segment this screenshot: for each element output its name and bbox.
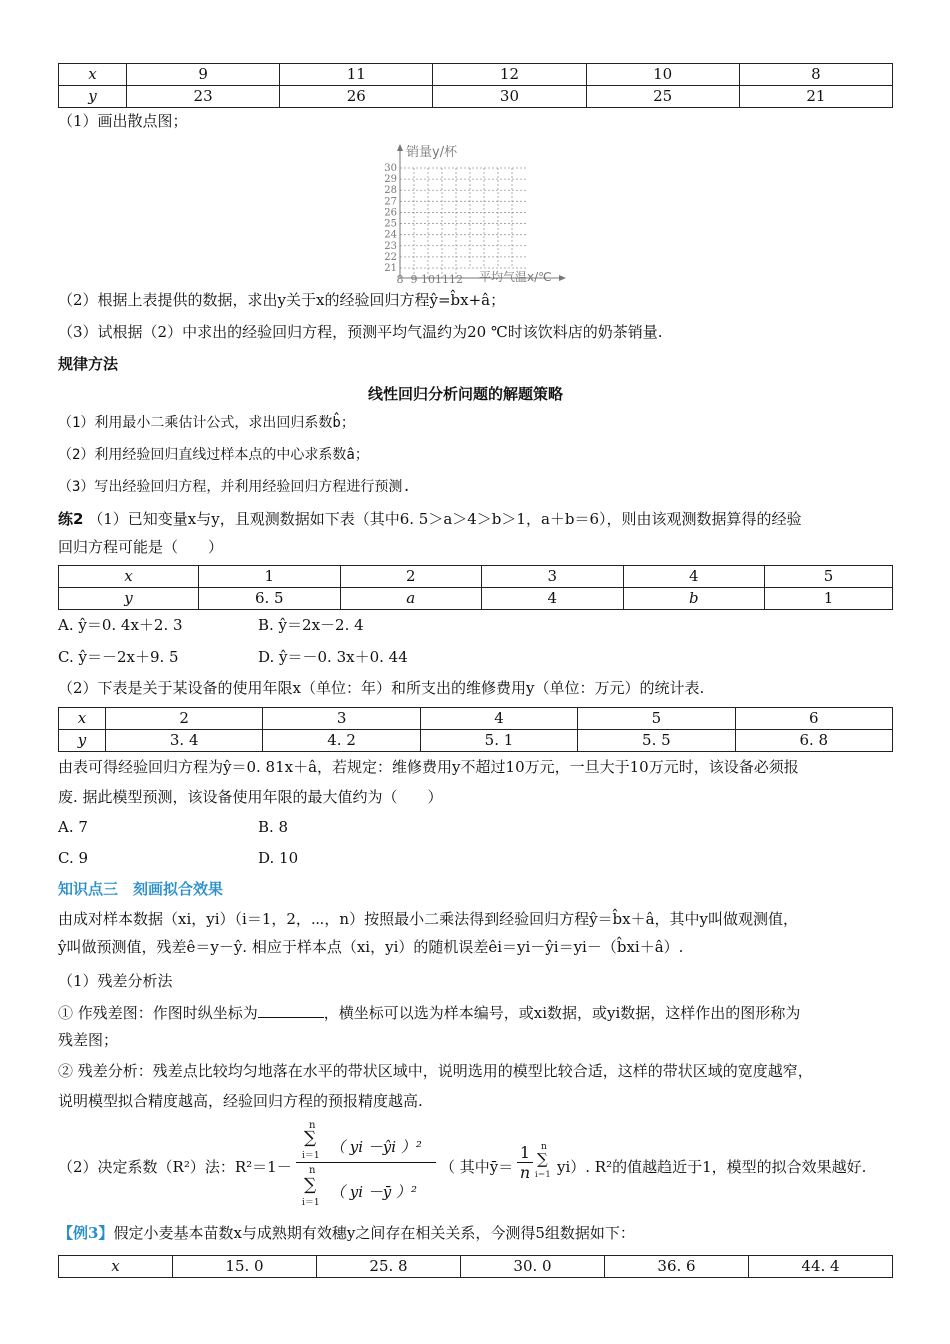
section-title: 知识点三 刻画拟合效果 bbox=[58, 880, 224, 898]
table-cell: 5. 1 bbox=[420, 730, 577, 752]
fill-blank bbox=[258, 1001, 324, 1018]
x-tick-label: 9 bbox=[410, 273, 418, 285]
option-c: C. ŷ＝－2x＋9. 5 bbox=[58, 648, 179, 666]
table-cell: 8 bbox=[739, 64, 892, 86]
y-tick-label: 30 bbox=[384, 163, 397, 174]
mean-sum bbox=[535, 1142, 557, 1192]
options2-row-2 bbox=[58, 847, 298, 869]
r2-suffix: yi）. R²的值越趋近于1，模型的拟合效果越好. bbox=[557, 1158, 867, 1176]
table-row bbox=[59, 86, 893, 108]
table-cell: 25 bbox=[586, 86, 739, 108]
exercise-2-line-2: 回归方程可能是（ ） bbox=[58, 538, 224, 556]
question-2: （2）根据上表提供的数据，求出y关于x的经验回归方程ŷ=b̂x+â； bbox=[58, 291, 506, 309]
r2-prefix: （2）决定系数（R²）法：R²＝1－ bbox=[58, 1158, 292, 1176]
table-cell: b bbox=[623, 588, 765, 610]
table-cell: a bbox=[340, 588, 482, 610]
table-cell: 11 bbox=[280, 64, 433, 86]
question-1: （1）画出散点图； bbox=[58, 112, 188, 130]
table-cell: 1 bbox=[199, 566, 341, 588]
mean-frac-den: n bbox=[519, 1163, 531, 1182]
table-cell: 15. 0 bbox=[173, 1256, 317, 1278]
table-3 bbox=[58, 707, 893, 752]
table-cell: 5 bbox=[578, 708, 735, 730]
options-row-2 bbox=[58, 646, 408, 668]
exercise-2-text: （1）已知变量x与y，且观测数据如下表（其中6. 5＞a＞4＞b＞1，a＋b＝6），则由该观测数据算得的经验 bbox=[88, 510, 802, 528]
example-3-label: 【例3】 bbox=[58, 1224, 114, 1242]
sum-icon: ∑ bbox=[537, 1150, 548, 1168]
exercise-2-label: 练2 bbox=[58, 510, 84, 528]
table-row bbox=[59, 1256, 893, 1278]
y-tick-label: 22 bbox=[384, 251, 397, 263]
x-tick-label: 12 bbox=[449, 273, 463, 285]
sum-top: n bbox=[309, 1165, 316, 1176]
method-heading: 规律方法 bbox=[58, 355, 119, 373]
table-cell: 3 bbox=[482, 566, 624, 588]
table-cell: 44. 4 bbox=[749, 1256, 893, 1278]
residual-text-a: ① 作残差图：作图时纵坐标为 bbox=[58, 1004, 258, 1022]
sum-icon: ∑ bbox=[304, 1175, 317, 1195]
r2-num-text: （ yi －ŷi ）² bbox=[330, 1138, 422, 1156]
r2-denominator bbox=[296, 1163, 436, 1209]
x-axis-arrow-icon bbox=[559, 275, 566, 281]
option2-a: A. 7 bbox=[58, 818, 88, 836]
option-b: B. ŷ＝2x－2. 4 bbox=[258, 616, 364, 634]
table-cell: 30. 0 bbox=[461, 1256, 605, 1278]
table-row bbox=[59, 588, 893, 610]
option2-c: C. 9 bbox=[58, 849, 89, 867]
option2-b: B. 8 bbox=[258, 818, 289, 836]
table-4 bbox=[58, 1255, 893, 1278]
table-cell: 2 bbox=[106, 708, 263, 730]
table-cell: 21 bbox=[739, 86, 892, 108]
y-tick-label: 29 bbox=[384, 174, 397, 186]
x-tick-label: 10 bbox=[421, 273, 435, 285]
table-cell: 2 bbox=[340, 566, 482, 588]
sum-top: n bbox=[541, 1142, 547, 1152]
table-cell: x bbox=[59, 566, 199, 588]
sum-bottom: i＝1 bbox=[302, 1151, 320, 1161]
exercise-2-part-2-line-2: 废. 据此模型预测，该设备使用年限的最大值约为（ ） bbox=[58, 788, 443, 806]
residual-line-1 bbox=[58, 1001, 800, 1024]
option2-d: D. 10 bbox=[258, 849, 299, 867]
scatter-chart bbox=[376, 140, 576, 285]
options-row-1 bbox=[58, 614, 364, 636]
table-1 bbox=[58, 63, 893, 108]
r2-formula bbox=[58, 1120, 893, 1215]
mean-frac-num: 1 bbox=[517, 1144, 533, 1163]
table-cell: 25. 8 bbox=[317, 1256, 461, 1278]
table-cell: 26 bbox=[280, 86, 433, 108]
sum-bottom: i＝1 bbox=[535, 1170, 551, 1179]
residual-title: （1）残差分析法 bbox=[58, 972, 173, 990]
table-cell: 23 bbox=[127, 86, 280, 108]
y-tick-label: 25 bbox=[384, 218, 397, 230]
chart-y-ticks bbox=[384, 163, 397, 274]
table-cell: 1 bbox=[765, 588, 893, 610]
strategy-item: （2）利用经验回归直线过样本点的中心求系数â； bbox=[58, 447, 369, 463]
table-cell: 4 bbox=[623, 566, 765, 588]
table-cell: 4 bbox=[420, 708, 577, 730]
table-cell: 4. 2 bbox=[263, 730, 420, 752]
table-cell: 6. 5 bbox=[199, 588, 341, 610]
r2-mid: （ 其中ȳ＝ bbox=[440, 1158, 514, 1176]
table-cell: 9 bbox=[127, 64, 280, 86]
y-tick-label: 27 bbox=[384, 196, 397, 208]
table-cell: 36. 6 bbox=[605, 1256, 749, 1278]
r2-fraction bbox=[296, 1120, 436, 1209]
table-cell: 6. 8 bbox=[735, 730, 892, 752]
table-cell: 30 bbox=[433, 86, 586, 108]
table-cell: x bbox=[59, 1256, 173, 1278]
sum-top: n bbox=[309, 1120, 316, 1131]
x-tick-label: 11 bbox=[435, 273, 449, 285]
r2-numerator bbox=[296, 1120, 436, 1162]
y-tick-label: 24 bbox=[384, 229, 397, 241]
residual-line-1c: 残差图； bbox=[58, 1031, 119, 1049]
table-cell: 5 bbox=[765, 566, 893, 588]
table-cell: x bbox=[59, 64, 127, 86]
chart-ylabel: 销量y/杯 bbox=[406, 145, 458, 160]
question-3: （3）试根据（2）中求出的经验回归方程，预测平均气温约为20 ℃时该饮料店的奶茶销量. bbox=[58, 323, 663, 341]
table-row bbox=[59, 730, 893, 752]
example-3 bbox=[58, 1222, 635, 1244]
sum-icon: ∑ bbox=[304, 1128, 317, 1148]
exercise-2-part-2: （2）下表是关于某设备的使用年限x（单位：年）和所支出的维修费用y（单位：万元）的统计表. bbox=[58, 679, 705, 697]
table-cell: 10 bbox=[586, 64, 739, 86]
table-cell: y bbox=[59, 86, 127, 108]
r2-den-text: （ yi －ȳ ）² bbox=[330, 1183, 418, 1201]
strategy-item: （1）利用最小二乘估计公式，求出回归系数b̂； bbox=[58, 415, 355, 431]
y-tick-label: 23 bbox=[384, 240, 397, 252]
exercise-2-line-1 bbox=[58, 508, 802, 530]
y-tick-label: 21 bbox=[384, 263, 397, 274]
example-3-text: 假定小麦基本苗数x与成熟期有效穗y之间存在相关关系，今测得5组数据如下： bbox=[113, 1224, 635, 1242]
residual-line-2b: 说明模型拟合精度越高，经验回归方程的预报精度越高. bbox=[58, 1092, 423, 1110]
table-cell: y bbox=[59, 588, 199, 610]
sum-bottom: i＝1 bbox=[302, 1198, 320, 1208]
table-cell: y bbox=[59, 730, 106, 752]
table-row bbox=[59, 566, 893, 588]
table-row bbox=[59, 708, 893, 730]
y-axis-arrow-icon bbox=[397, 144, 403, 151]
chart-x-ticks bbox=[397, 273, 464, 285]
option-d: D. ŷ＝－0. 3x＋0. 44 bbox=[258, 648, 408, 666]
mean-fraction bbox=[517, 1144, 533, 1183]
table-row bbox=[59, 64, 893, 86]
strategy-title: 线性回归分析问题的解题策略 bbox=[368, 385, 564, 403]
chart-xlabel: 平均气温x/℃ bbox=[479, 270, 552, 284]
table-cell: 3. 4 bbox=[106, 730, 263, 752]
option-a: A. ŷ＝0. 4x＋2. 3 bbox=[58, 616, 183, 634]
exercise-2-part-2-line-1: 由表可得经验回归方程为ŷ＝0. 81x＋â，若规定：维修费用y不超过10万元，一旦大于10万元时，该设备必须报 bbox=[58, 758, 799, 776]
y-tick-label: 28 bbox=[384, 185, 397, 197]
residual-line-2a: ② 残差分析：残差点比较均匀地落在水平的带状区域中，说明选用的模型比较合适，这样的带状区域的宽度越窄， bbox=[58, 1062, 813, 1080]
options2-row-1 bbox=[58, 816, 288, 838]
kp3-line-2: ŷ叫做预测值，残差ê＝y－ŷ. 相应于样本点（xi，yi）的随机误差êi＝yi－ŷi＝yi－（b̂xi＋â）. bbox=[58, 938, 684, 956]
table-cell: 5. 5 bbox=[578, 730, 735, 752]
residual-text-b: ，横坐标可以选为样本编号，或xi数据，或yi数据，这样作出的图形称为 bbox=[323, 1004, 801, 1022]
table-cell: 3 bbox=[263, 708, 420, 730]
table-cell: x bbox=[59, 708, 106, 730]
table-cell: 12 bbox=[433, 64, 586, 86]
y-tick-label: 26 bbox=[384, 207, 397, 219]
table-2 bbox=[58, 565, 893, 610]
table-cell: 6 bbox=[735, 708, 892, 730]
strategy-item: （3）写出经验回归方程，并利用经验回归方程进行预测. bbox=[58, 479, 411, 495]
kp3-line-1: 由成对样本数据（xi，yi）（i＝1，2，⋯，n）按照最小二乘法得到经验回归方程ŷ＝b̂x＋â，其中y叫做观测值， bbox=[58, 910, 799, 928]
table-cell: 4 bbox=[482, 588, 624, 610]
x-tick-label: 8 bbox=[396, 273, 404, 285]
chart-grid bbox=[400, 168, 526, 278]
